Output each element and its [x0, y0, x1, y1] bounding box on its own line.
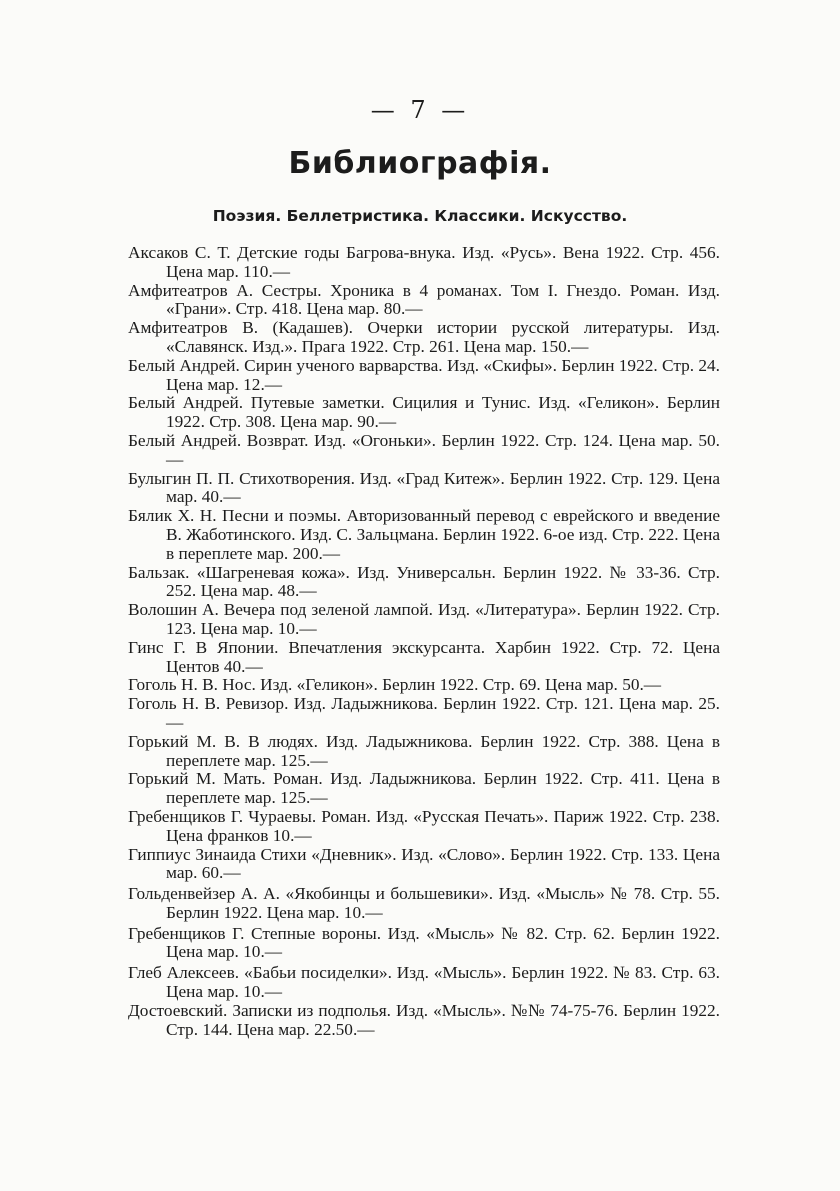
- bibliography-entry: Волошин А. Вечера под зеленой лампой. Изд. «Литература». Берлин 1922. Стр. 123. Цена мар. 10.—: [128, 600, 720, 638]
- bibliography-entry: Достоевский. Записки из подполья. Изд. «Мысль». №№ 74-75-76. Берлин 1922. Стр. 144. Цена мар. 22.50.—: [128, 1000, 720, 1039]
- bibliography-entry: Гольденвейзер А. А. «Якобинцы и большевики». Изд. «Мысль» № 78. Стр. 55. Берлин 1922. Цена мар. 10.—: [128, 884, 720, 922]
- bibliography-entry: Булыгин П. П. Стихотворения. Изд. «Град Китеж». Берлин 1922. Стр. 129. Цена мар. 40.—: [128, 468, 720, 507]
- bibliography-entry: Бальзак. «Шагреневая кожа». Изд. Универсальн. Берлин 1922. № 33-36. Стр. 252. Цена мар. 48.—: [128, 562, 720, 601]
- bibliography-entry: Гиппиус Зинаида Стихи «Дневник». Изд. «Слово». Берлин 1922. Стр. 133. Цена мар. 60.—: [128, 844, 720, 883]
- bibliography-entry: Гребенщиков Г. Степные вороны. Изд. «Мысль» № 82. Стр. 62. Берлин 1922. Цена мар. 10.—: [128, 923, 720, 962]
- section-subtitle: Поэзия. Беллетристика. Классики. Искусство.: [212, 207, 628, 225]
- bibliography-entry: Гинс Г. В Японии. Впечатления экскурсанта. Харбин 1922. Стр. 72. Цена Центов 40.—: [128, 637, 720, 676]
- bibliography-entry: Белый Андрей. Возврат. Изд. «Огоньки». Берлин 1922. Стр. 124. Цена мар. 50.—: [128, 430, 720, 469]
- bibliography-entry: Белый Андрей. Сирин ученого варварства. Изд. «Скифы». Берлин 1922. Стр. 24. Цена мар. 12.—: [128, 355, 720, 394]
- page-number: — 7 —: [370, 96, 470, 124]
- bibliography-entry: Горький М. В. В людях. Изд. Ладыжникова. Берлин 1922. Стр. 388. Цена в переплете мар. 125.—: [128, 731, 720, 770]
- page-title: Библиографія.: [288, 146, 552, 181]
- bibliography-entry: Бялик Х. Н. Песни и поэмы. Авторизованный перевод с еврейского и введение В. Жаботинского. Изд. С. Зальцмана. Берлин 1922. 6-ое изд. Стр. 222. Цена в переплете мар. 200.—: [128, 506, 720, 563]
- bibliography-entry: Амфитеатров А. Сестры. Хроника в 4 романах. Том I. Гнездо. Роман. Изд. «Грани». Стр. 418. Цена мар. 80.—: [128, 280, 720, 319]
- bibliography-entry: Гребенщиков Г. Чураевы. Роман. Изд. «Русская Печать». Париж 1922. Стр. 238. Цена франков 10.—: [128, 806, 720, 845]
- bibliography-entry: Гоголь Н. В. Ревизор. Изд. Ладыжникова. Берлин 1922. Стр. 121. Цена мар. 25.—: [128, 694, 720, 732]
- bibliography-entry: Гоголь Н. В. Нос. Изд. «Геликон». Берлин 1922. Стр. 69. Цена мар. 50.—: [128, 675, 662, 695]
- bibliography-list: [128, 244, 720, 1039]
- bibliography-entry: Белый Андрей. Путевые заметки. Сицилия и Тунис. Изд. «Геликон». Берлин 1922. Стр. 308. Цена мар. 90.—: [128, 393, 720, 432]
- bibliography-entry: Глеб Алексеев. «Бабьи посиделки». Изд. «Мысль». Берлин 1922. № 83. Стр. 63. Цена мар. 10.—: [128, 963, 720, 1002]
- bibliography-entry: Горький М. Мать. Роман. Изд. Ладыжникова. Берлин 1922. Стр. 411. Цена в переплете мар. 125.—: [128, 769, 720, 808]
- bibliography-entry: Амфитеатров В. (Кадашев). Очерки истории русской литературы. Изд. «Славянск. Изд.». Прага 1922. Стр. 261. Цена мар. 150.—: [128, 318, 720, 356]
- bibliography-entry: Аксаков С. Т. Детские годы Багрова-внука. Изд. «Русь». Вена 1922. Стр. 456. Цена мар. 110.—: [128, 243, 720, 281]
